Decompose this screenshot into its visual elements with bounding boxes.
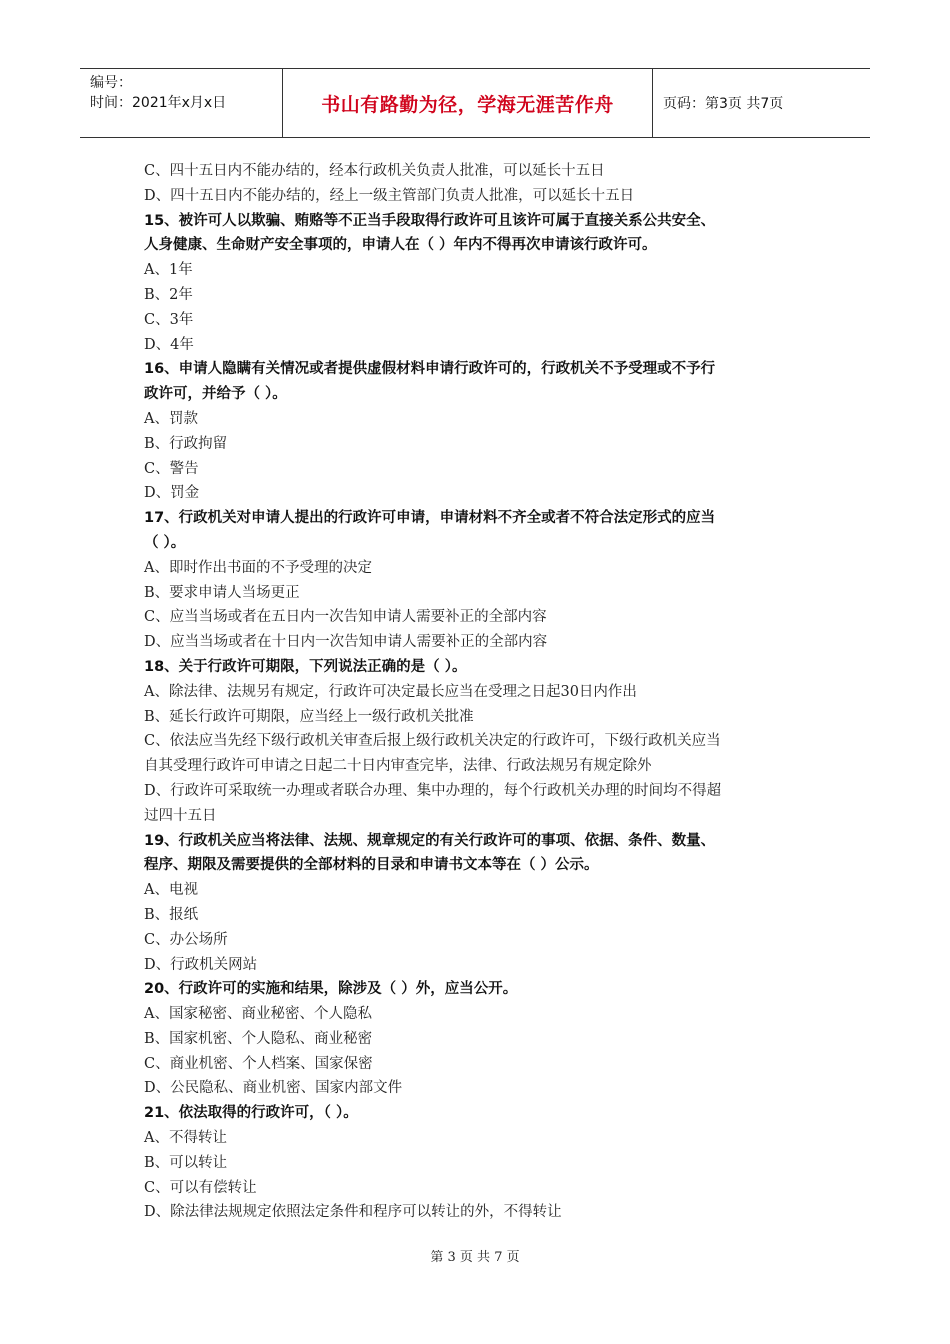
question-line: 15、被许可人以欺骗、贿赂等不正当手段取得行政许可且该许可属于直接关系公共安全、 bbox=[144, 212, 716, 229]
question-line: （ ）。 bbox=[144, 534, 186, 551]
answer-option: 自其受理行政许可申请之日起二十日内审查完毕，法律、行政法规另有规定除外 bbox=[144, 758, 652, 775]
question-line: 21、依法取得的行政许可，（ ）。 bbox=[144, 1105, 358, 1122]
answer-option: C、商业机密、个人档案、国家保密 bbox=[144, 1055, 373, 1072]
document-date: 时间：2021年x月x日 bbox=[90, 95, 227, 111]
answer-option: D、4年 bbox=[144, 336, 194, 353]
answer-option: B、报纸 bbox=[144, 906, 199, 923]
answer-option: B、可以转让 bbox=[144, 1154, 228, 1171]
answer-option: D、行政许可采取统一办理或者联合办理、集中办理的，每个行政机关办理的时间均不得超 bbox=[144, 782, 722, 799]
answer-option: D、四十五日内不能办结的，经上一级主管部门负责人批准，可以延长十五日 bbox=[144, 187, 635, 204]
answer-option: A、1年 bbox=[144, 262, 193, 279]
question-line: 程序、期限及需要提供的全部材料的目录和申请书文本等在（ ）公示。 bbox=[144, 857, 599, 874]
answer-option: B、行政拘留 bbox=[144, 435, 228, 452]
document-number: 编号： bbox=[90, 75, 132, 91]
answer-option: C、依法应当先经下级行政机关审查后报上级行政机关决定的行政许可，下级行政机关应当 bbox=[144, 733, 721, 750]
answer-option: D、除法律法规规定依照法定条件和程序可以转让的外，不得转让 bbox=[144, 1204, 562, 1221]
answer-option: A、国家秘密、商业秘密、个人隐私 bbox=[144, 1006, 372, 1023]
question-line: 17、行政机关对申请人提出的行政许可申请，申请材料不齐全或者不符合法定形式的应当 bbox=[144, 510, 716, 527]
answer-option: A、罚款 bbox=[144, 410, 198, 427]
page-footer bbox=[0, 1246, 950, 1265]
answer-option: 过四十五日 bbox=[144, 807, 217, 824]
answer-option: B、要求申请人当场更正 bbox=[144, 584, 300, 601]
question-line: 16、申请人隐瞒有关情况或者提供虚假材料申请行政许可的，行政机关不予受理或不予行 bbox=[144, 361, 716, 378]
answer-option: A、除法律、法规另有规定，行政许可决定最长应当在受理之日起30日内作出 bbox=[144, 683, 637, 700]
question-line: 18、关于行政许可期限，下列说法正确的是（ ）。 bbox=[144, 658, 467, 675]
answer-option: C、可以有偿转让 bbox=[144, 1179, 257, 1196]
answer-option: A、电视 bbox=[144, 882, 198, 899]
header-page-info: 页码：第3页 共7页 bbox=[663, 96, 784, 112]
question-line: 20、行政许可的实施和结果，除涉及（ ）外，应当公开。 bbox=[144, 981, 518, 998]
header-meta bbox=[80, 69, 283, 137]
question-line: 政许可，并给予（ ）。 bbox=[144, 386, 287, 403]
answer-option: D、罚金 bbox=[144, 485, 200, 502]
answer-option: C、办公场所 bbox=[144, 931, 228, 948]
answer-option: D、应当当场或者在十日内一次告知申请人需要补正的全部内容 bbox=[144, 634, 548, 651]
answer-option: C、警告 bbox=[144, 460, 199, 477]
document-body bbox=[144, 159, 814, 1225]
answer-option: B、延长行政许可期限，应当经上一级行政机关批准 bbox=[144, 708, 474, 725]
question-line: 人身健康、生命财产安全事项的，申请人在（ ）年内不得再次申请该行政许可。 bbox=[144, 237, 657, 254]
answer-option: C、3年 bbox=[144, 311, 194, 328]
footer-page-number: 第 3 页 共 7 页 bbox=[430, 1250, 520, 1265]
answer-option: D、行政机关网站 bbox=[144, 956, 258, 973]
answer-option: A、即时作出书面的不予受理的决定 bbox=[144, 559, 372, 576]
answer-option: C、四十五日内不能办结的，经本行政机关负责人批准，可以延长十五日 bbox=[144, 163, 605, 179]
question-line: 19、行政机关应当将法律、法规、规章规定的有关行政许可的事项、依据、条件、数量、 bbox=[144, 832, 716, 849]
header-motto-cell bbox=[283, 69, 653, 137]
header-motto: 书山有路勤为径，学海无涯苦作舟 bbox=[321, 93, 614, 116]
page-header bbox=[80, 68, 870, 138]
answer-option: D、公民隐私、商业机密、国家内部文件 bbox=[144, 1080, 403, 1097]
answer-option: A、不得转让 bbox=[144, 1130, 227, 1147]
answer-option: B、国家机密、个人隐私、商业秘密 bbox=[144, 1030, 373, 1047]
header-page-cell bbox=[653, 69, 870, 137]
answer-option: B、2年 bbox=[144, 286, 193, 303]
answer-option: C、应当当场或者在五日内一次告知申请人需要补正的全部内容 bbox=[144, 609, 547, 626]
